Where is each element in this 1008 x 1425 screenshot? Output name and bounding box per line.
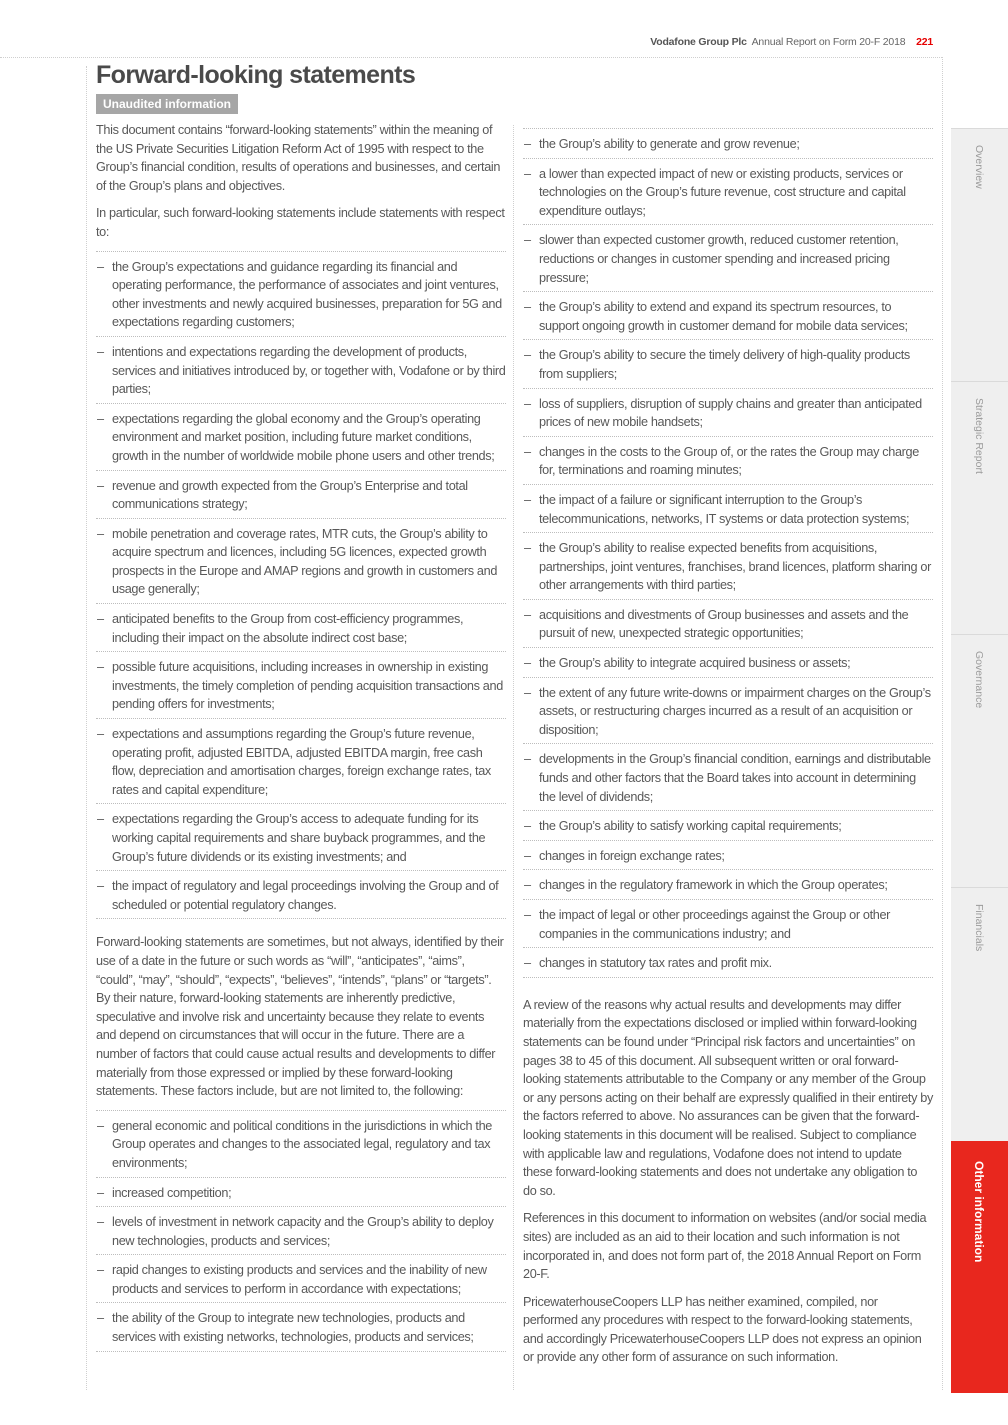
factors-list-right bbox=[523, 128, 933, 978]
list-item bbox=[523, 744, 933, 811]
list-item-text: the Group’s ability to extend and expand its spectrum resources, to support ongoing growth in customer demand for mobile data services; bbox=[539, 300, 908, 333]
intro-paragraph: This document contains “forward-looking statements” within the meaning of the US Private Securities Litigation Reform Act of 1995 with respect to the Group’s financial condition, results of operations and businesses, and certain of the Group’s plans and objectives. bbox=[96, 123, 501, 193]
list-item-text: loss of suppliers, disruption of supply chains and greater than anticipated prices of new mobile handsets; bbox=[539, 396, 922, 430]
list-item-text: the extent of any future write-downs or impairment charges on the Group’s assets, or restructuring charges incurred as a result of an acquisition or disposition; bbox=[539, 685, 931, 737]
list-item-text: developments in the Group’s financial condition, earnings and distributable funds and other factors that the Board takes into account in determining the level of dividends; bbox=[539, 752, 931, 804]
list-item bbox=[96, 1303, 506, 1351]
dash-bullet-icon: – bbox=[524, 752, 531, 767]
list-item bbox=[523, 678, 933, 745]
dash-bullet-icon: – bbox=[97, 1118, 104, 1133]
list-item-text: the Group’s ability to realise expected benefits from acquisitions, partnerships, joint ventures, franchises, brand licences, platform sharing or other arrangements with third parties; bbox=[539, 541, 931, 593]
tab-label: Other information bbox=[972, 1161, 986, 1263]
dash-bullet-icon: – bbox=[524, 819, 531, 834]
dash-bullet-icon: – bbox=[524, 656, 531, 671]
tab-label: Overview bbox=[973, 145, 985, 189]
list-item bbox=[96, 1178, 506, 1208]
list-item bbox=[523, 292, 933, 340]
list-item-text: expectations regarding the global economy and the Group’s operating environment and market position, including future market conditions, growth in the number of worldwide mobile phone users and other trends; bbox=[112, 411, 495, 463]
dash-bullet-icon: – bbox=[524, 908, 531, 922]
dash-bullet-icon: – bbox=[97, 1185, 104, 1200]
dash-bullet-icon: – bbox=[97, 411, 104, 426]
list-item-text: revenue and growth expected from the Group’s Enterprise and total communications strategy; bbox=[112, 478, 468, 512]
list-item bbox=[523, 841, 933, 871]
running-header bbox=[650, 36, 933, 48]
dash-bullet-icon: – bbox=[524, 541, 531, 556]
dash-bullet-icon: – bbox=[524, 607, 531, 622]
list-item-text: the impact of regulatory and legal proceedings involving the Group and of scheduled or potential regulatory changes. bbox=[112, 879, 499, 912]
dash-bullet-icon: – bbox=[97, 660, 104, 675]
factors-intro-paragraph: Forward-looking statements are sometimes, but not always, identified by their use of a date in the future or such words as “will”, “anticipates”, “aims”, “could”, “may”, “should”, “expects”, “believes”, “intends”, “plans” or “targets”. By their nature, forward-looking statements are inherently predictive, speculative and involve risk and uncertainty because they relate to events and depend on circumstances that will occur in the future. There are a number of factors that could cause actual results and developments to differ materially from those expressed or implied by these forward-looking statements. These factors include, but are not limited to, the following: bbox=[96, 935, 504, 1099]
list-item bbox=[523, 948, 933, 978]
factors-list-left bbox=[96, 1110, 506, 1352]
tab-other-information[interactable] bbox=[951, 1141, 1008, 1393]
list-item-text: slower than expected customer growth, reduced customer retention, reductions or changes in customer spending and increased pricing pressure; bbox=[539, 233, 899, 285]
list-item-text: changes in the costs to the Group of, or the rates the Group may charge for, terminations and roaming minutes; bbox=[539, 444, 919, 478]
list-item-text: changes in the regulatory framework in which the Group operates; bbox=[539, 878, 888, 893]
list-item bbox=[96, 719, 506, 804]
list-item bbox=[523, 600, 933, 648]
list-item-text: expectations and assumptions regarding the Group’s future revenue, operating profit, adjusted EBITDA, adjusted EBITDA margin, free cash flow, depreciation and amortisation charges, foreign exchange rates, tax rates and capital expenditure; bbox=[112, 727, 491, 797]
tab-label: Financials bbox=[973, 904, 985, 952]
list-item-text: general economic and political conditions in the jurisdictions in which the Group operates and changes to the associated legal, regulatory and tax environments; bbox=[112, 1118, 492, 1170]
page-number: 221 bbox=[916, 36, 933, 48]
list-item bbox=[96, 1255, 506, 1303]
list-item-text: acquisitions and divestments of Group businesses and assets and the pursuit of new, unexpected strategic opportunities; bbox=[539, 607, 909, 641]
right-column bbox=[523, 128, 933, 1376]
dash-bullet-icon: – bbox=[524, 848, 531, 863]
dash-bullet-icon: – bbox=[97, 879, 104, 894]
list-item bbox=[523, 389, 933, 437]
unaudited-badge: Unaudited information bbox=[96, 94, 238, 114]
list-item-text: the impact of a failure or significant interruption to the Group’s telecommunications, networks, IT systems or data protection systems; bbox=[539, 492, 910, 526]
dash-bullet-icon: – bbox=[97, 259, 104, 274]
list-item-text: changes in statutory tax rates and profit mix. bbox=[539, 956, 772, 971]
list-item-text: the Group’s ability to generate and grow revenue; bbox=[539, 137, 800, 151]
closing-paragraph: A review of the reasons why actual results and developments may differ materially from the expectations disclosed or implied within forward-looking statements can be found under “Principal risk factors and uncertainties” on pages 38 to 45 of this document. All subsequent written or oral forward-looking statements attributable to the Company or any member of the Group or any persons acting on their behalf are expressly qualified in their entirety by the factors referred to above. No assurances can be given that the forward-looking statements in this document will be realised. Subject to compliance with applicable law and regulations, Vodafone does not intend to update these forward-looking statements and does not undertake any obligation to do so. bbox=[523, 997, 933, 1198]
list-item bbox=[523, 159, 933, 226]
list-item bbox=[96, 871, 506, 919]
list-item bbox=[96, 519, 506, 604]
page-title: Forward-looking statements bbox=[96, 61, 416, 89]
dash-bullet-icon: – bbox=[97, 344, 104, 359]
list-item-text: the ability of the Group to integrate new technologies, products and services with existing networks, technologies, products and services; bbox=[112, 1311, 474, 1345]
list-item bbox=[96, 804, 506, 871]
list-item bbox=[96, 604, 506, 652]
dash-bullet-icon: – bbox=[97, 478, 104, 493]
tab-overview[interactable] bbox=[951, 128, 1008, 381]
tab-financials[interactable] bbox=[951, 887, 1008, 1141]
list-item bbox=[523, 870, 933, 900]
list-item-text: the Group’s ability to satisfy working capital requirements; bbox=[539, 819, 842, 834]
list-item bbox=[96, 337, 506, 404]
list-item bbox=[523, 811, 933, 841]
list-item bbox=[523, 225, 933, 292]
dash-bullet-icon: – bbox=[97, 526, 104, 541]
section-tabs bbox=[951, 128, 1008, 1393]
tab-strategic-report[interactable] bbox=[951, 381, 1008, 634]
closing-paragraph: PricewaterhouseCoopers LLP has neither examined, compiled, nor performed any procedures with respect to the forward-looking statements, and accordingly PricewaterhouseCoopers LLP does not express an opinion or provide any other form of assurance on such information. bbox=[523, 1294, 922, 1365]
list-item-text: changes in foreign exchange rates; bbox=[539, 848, 725, 863]
dash-bullet-icon: – bbox=[524, 396, 531, 411]
list-item-text: expectations regarding the Group’s access to adequate funding for its working capital requirements and share buyback programmes, and the Group’s future dividends or its existing investments; and bbox=[112, 812, 486, 864]
list-item-text: increased competition; bbox=[112, 1185, 232, 1200]
dash-bullet-icon: – bbox=[524, 300, 531, 315]
list-item bbox=[96, 1207, 506, 1255]
left-column bbox=[96, 121, 506, 1366]
dash-bullet-icon: – bbox=[97, 1263, 104, 1278]
list-item-text: rapid changes to existing products and services and the inability of new products and services to perform in accordance with expectations; bbox=[112, 1263, 487, 1296]
list-item bbox=[523, 648, 933, 678]
list-item bbox=[523, 340, 933, 388]
dash-bullet-icon: – bbox=[524, 137, 531, 151]
list-item-text: mobile penetration and coverage rates, MTR cuts, the Group’s ability to acquire spectrum and licences, including 5G licences, expected growth prospects in the Europe and AMAP regions and growth in customers and usage generally; bbox=[112, 526, 498, 597]
list-item-text: intentions and expectations regarding the development of products, services and initiatives introduced by, or together with, Vodafone or by third parties; bbox=[112, 344, 506, 397]
intro-paragraph: In particular, such forward-looking statements include statements with respect to: bbox=[96, 206, 505, 239]
tab-governance[interactable] bbox=[951, 634, 1008, 887]
list-item-text: possible future acquisitions, including increases in ownership in existing investments, the timely completion of pending acquisition transactions and pending offers for investments; bbox=[112, 660, 503, 712]
list-item-text: the Group’s expectations and guidance regarding its financial and operating performance, the performance of associates and joint ventures, other investments and newly acquired businesses, preparation for 5G and expectations regarding customers; bbox=[112, 259, 502, 330]
list-item-text: the impact of legal or other proceedings against the Group or other companies in the communications industry; and bbox=[539, 908, 891, 941]
list-item bbox=[523, 485, 933, 533]
list-item-text: a lower than expected impact of new or existing products, services or technologies on the Group’s future revenue, cost structure and capital expenditure outlays; bbox=[539, 166, 906, 218]
list-item-text: the Group’s ability to integrate acquired business or assets; bbox=[539, 656, 851, 671]
dash-bullet-icon: – bbox=[524, 878, 531, 893]
list-item bbox=[523, 129, 933, 159]
dash-bullet-icon: – bbox=[524, 956, 531, 971]
dash-bullet-icon: – bbox=[97, 727, 104, 742]
list-item-text: levels of investment in network capacity and the Group’s ability to deploy new technologies, products and services; bbox=[112, 1215, 494, 1248]
list-item bbox=[96, 652, 506, 719]
top-divider bbox=[0, 57, 942, 58]
dash-bullet-icon: – bbox=[524, 348, 531, 363]
dash-bullet-icon: – bbox=[97, 812, 104, 827]
list-item bbox=[96, 252, 506, 337]
dash-bullet-icon: – bbox=[97, 612, 104, 627]
dash-bullet-icon: – bbox=[524, 233, 531, 248]
dash-bullet-icon: – bbox=[97, 1311, 104, 1326]
list-item bbox=[96, 471, 506, 519]
report-title: Annual Report on Form 20-F 2018 bbox=[751, 36, 906, 48]
dash-bullet-icon: – bbox=[524, 166, 531, 181]
list-item bbox=[523, 900, 933, 948]
tab-label: Governance bbox=[973, 651, 985, 709]
list-item bbox=[523, 437, 933, 485]
closing-paragraph: References in this document to information on websites (and/or social media sites) are included as an aid to their location and such information is not incorporated in, and does not form part of, the 2018 Annual Report on Form 20-F. bbox=[523, 1211, 927, 1282]
list-item-text: anticipated benefits to the Group from cost-efficiency programmes, including their impact on the absolute indirect cost base; bbox=[112, 612, 464, 645]
list-item bbox=[96, 1111, 506, 1178]
dash-bullet-icon: – bbox=[524, 685, 531, 700]
company-name: Vodafone Group Plc bbox=[650, 36, 747, 48]
list-item-text: the Group’s ability to secure the timely delivery of high-quality products from suppliers; bbox=[539, 348, 910, 381]
left-divider bbox=[86, 66, 87, 1390]
column-divider bbox=[513, 125, 514, 1390]
list-item bbox=[523, 533, 933, 600]
list-item bbox=[96, 404, 506, 471]
dash-bullet-icon: – bbox=[524, 492, 531, 507]
statements-list bbox=[96, 251, 506, 920]
dash-bullet-icon: – bbox=[524, 444, 531, 459]
dash-bullet-icon: – bbox=[97, 1215, 104, 1230]
right-divider bbox=[942, 57, 943, 1390]
tab-label: Strategic Report bbox=[973, 398, 985, 474]
